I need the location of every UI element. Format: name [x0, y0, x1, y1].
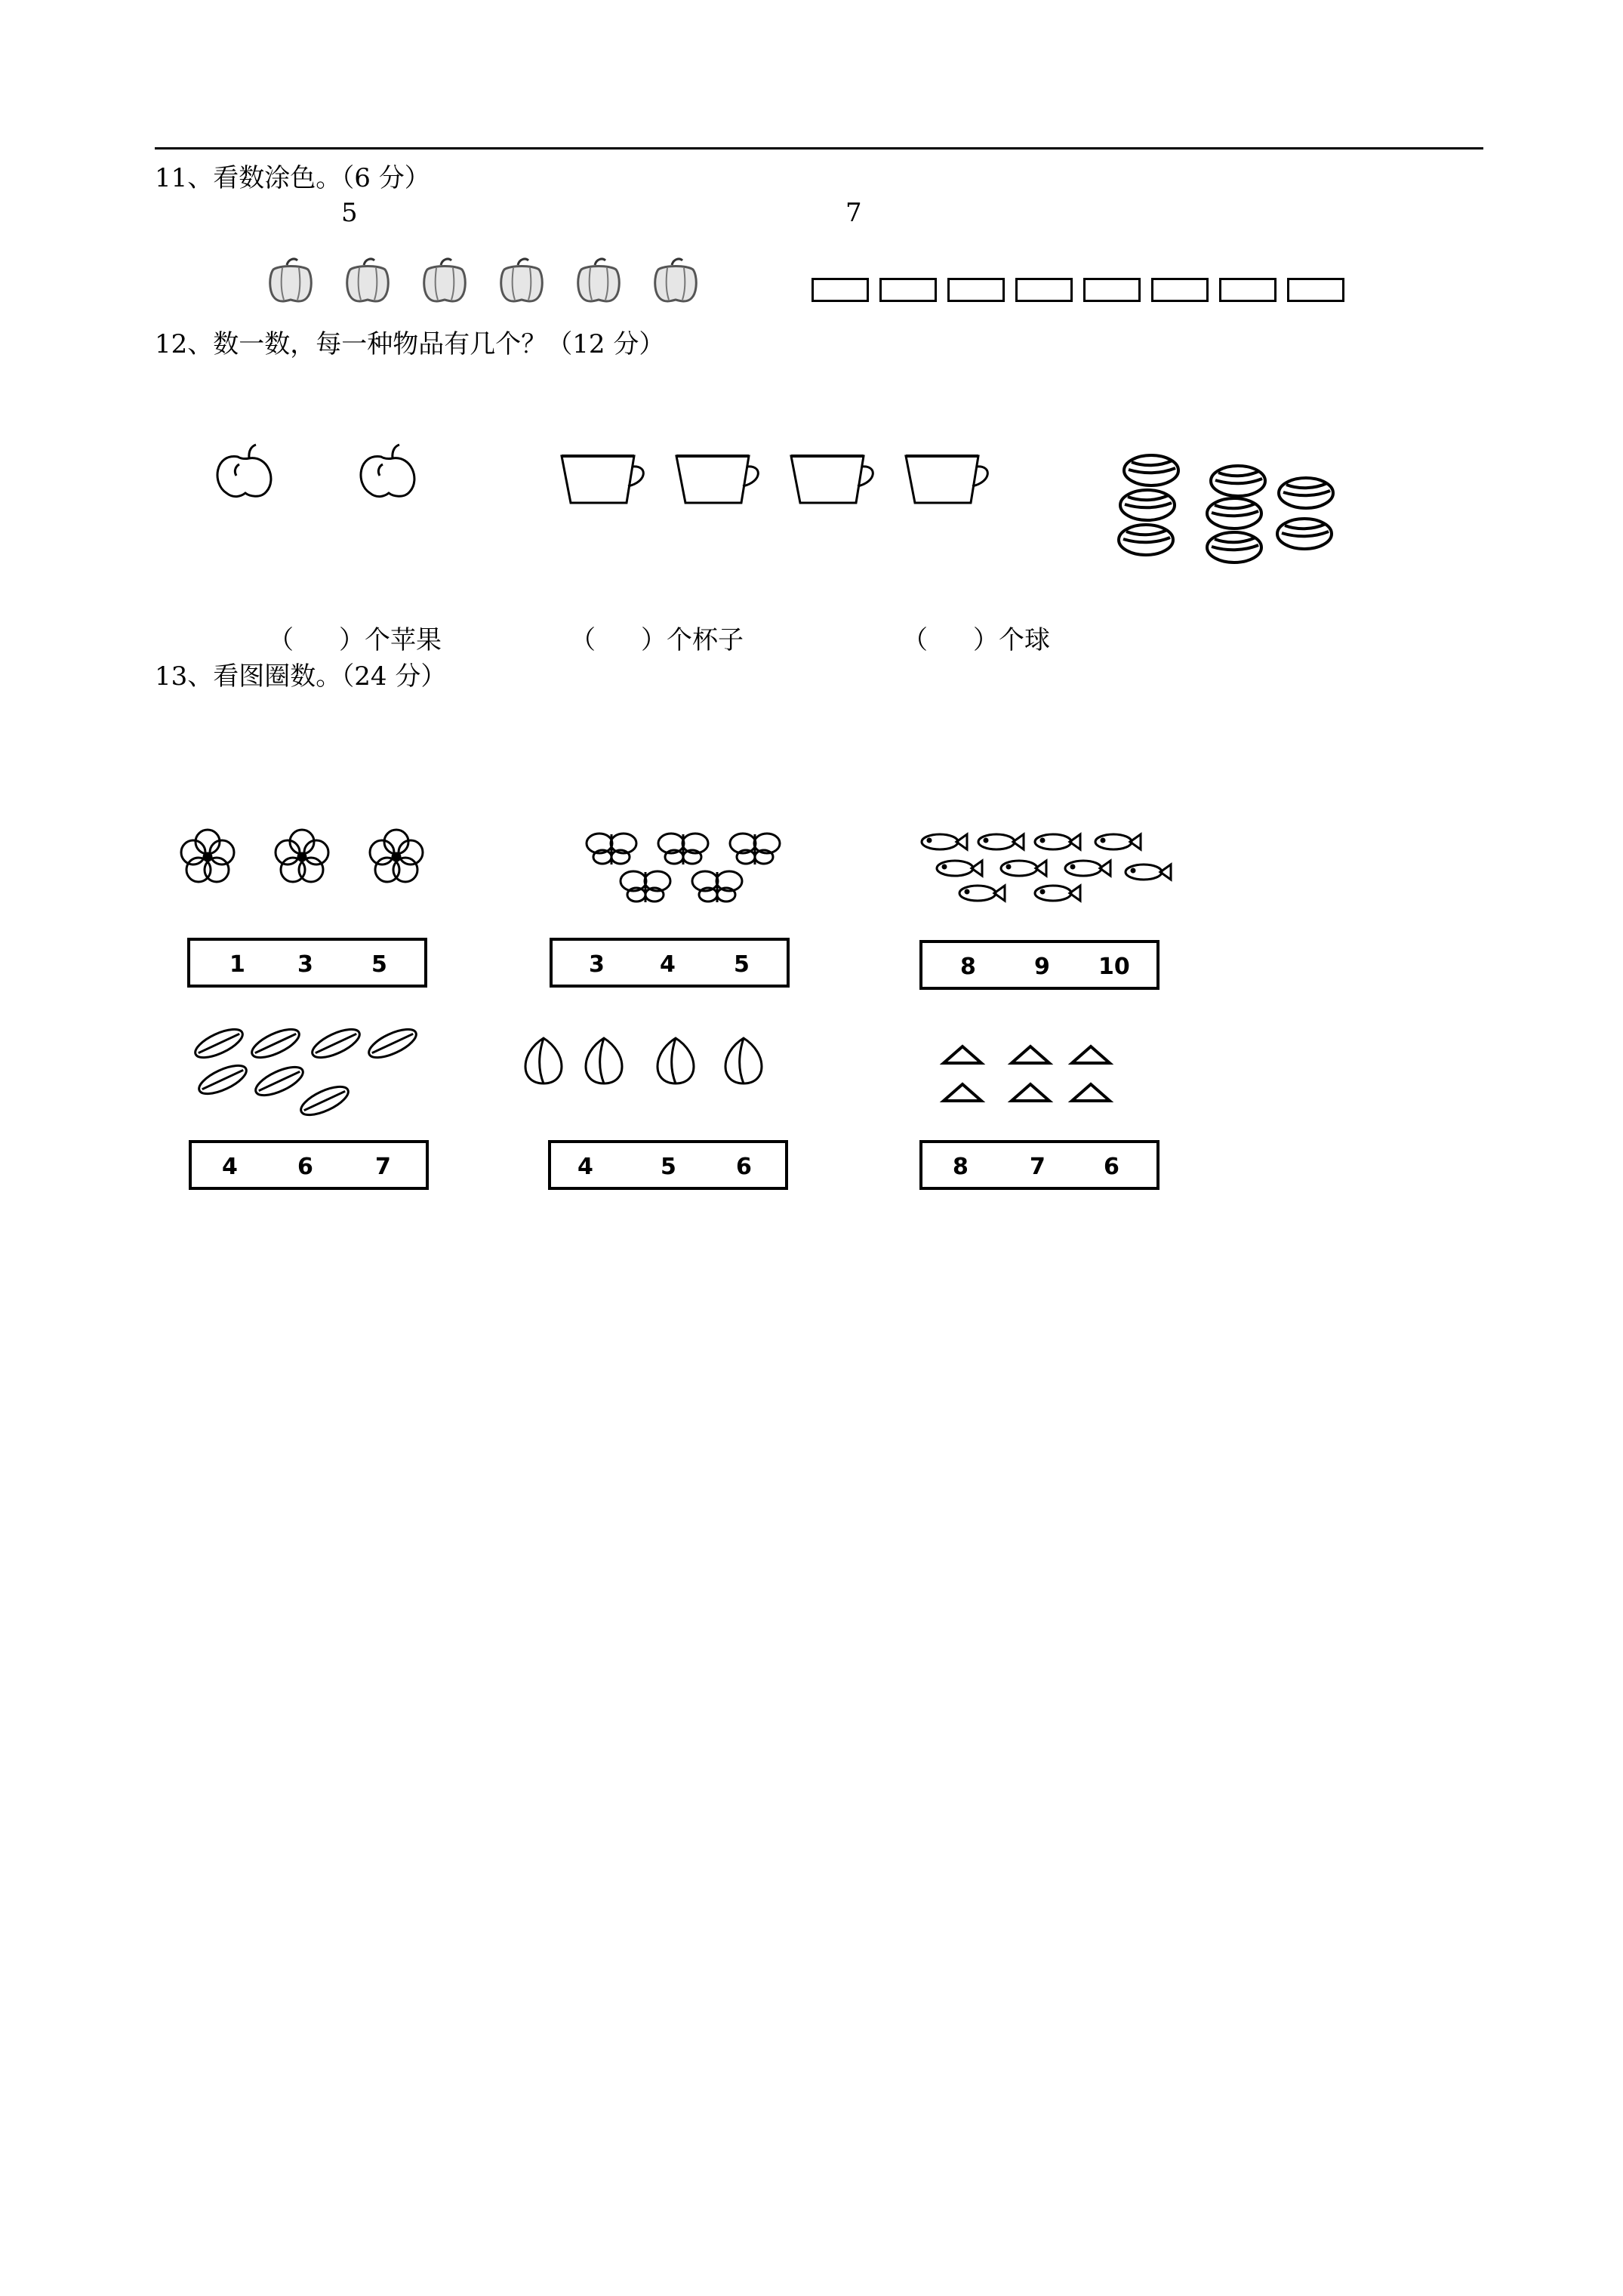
choice-number[interactable]: 7 — [375, 1154, 391, 1180]
cup-icon — [559, 451, 649, 512]
question-12-title: 12、数一数，每一种物品有几个？（12 分） — [155, 329, 665, 359]
q12-answer-apples — [268, 619, 442, 656]
ball-icon — [1204, 529, 1264, 566]
choice-number[interactable]: 3 — [589, 951, 605, 978]
pepper-icon[interactable] — [572, 253, 625, 306]
q12-answer-balls — [902, 619, 1050, 656]
answer-label: 个杯子 — [667, 625, 744, 655]
rectangle-icon[interactable] — [879, 278, 937, 302]
peach-icon — [513, 1031, 778, 1091]
paren-open: （ — [570, 625, 596, 655]
q11-right-number: 7 — [845, 198, 862, 228]
choice-number[interactable]: 8 — [953, 1154, 969, 1180]
triangle-icon — [936, 1042, 1132, 1110]
pepper-icon[interactable] — [495, 253, 548, 306]
choice-box — [919, 1140, 1160, 1190]
pepper-icon[interactable] — [341, 253, 394, 306]
paren-close: ） — [339, 625, 365, 655]
ball-icon — [1121, 451, 1181, 489]
q12-answer-cups — [570, 619, 744, 656]
cup-icon — [788, 451, 879, 512]
cup-icon — [903, 451, 993, 512]
answer-label: 个球 — [999, 625, 1050, 655]
choice-number[interactable]: 4 — [577, 1154, 593, 1180]
question-11-title: 11、看数涂色。（6 分） — [155, 163, 430, 193]
question-13-title: 13、看图圈数。（24 分） — [155, 661, 447, 692]
rectangle-icon[interactable] — [947, 278, 1005, 302]
leaf-icon — [189, 1027, 423, 1121]
choice-box — [548, 1140, 788, 1190]
fish-icon — [910, 827, 1189, 910]
choice-box — [189, 1140, 429, 1190]
rectangle-icon[interactable] — [1219, 278, 1277, 302]
rectangle-icon[interactable] — [1083, 278, 1141, 302]
choice-box — [919, 940, 1160, 990]
answer-label: 个苹果 — [365, 625, 442, 655]
apple-icon — [351, 442, 479, 502]
choice-number[interactable]: 5 — [371, 951, 387, 978]
choice-number[interactable]: 6 — [297, 1154, 313, 1180]
choice-number[interactable]: 10 — [1098, 954, 1130, 980]
choice-number[interactable]: 7 — [1030, 1154, 1046, 1180]
choice-number[interactable]: 9 — [1034, 954, 1050, 980]
header-rule — [155, 147, 1483, 149]
paren-close: ） — [973, 625, 999, 655]
ball-icon — [1276, 474, 1336, 512]
ball-icon — [1117, 486, 1178, 524]
choice-box — [550, 938, 790, 988]
flower-icon — [170, 823, 449, 891]
choice-number[interactable]: 3 — [297, 951, 313, 978]
choice-box — [187, 938, 427, 988]
rectangle-icon[interactable] — [1151, 278, 1209, 302]
choice-number[interactable]: 5 — [734, 951, 750, 978]
choice-number[interactable]: 6 — [736, 1154, 752, 1180]
choice-number[interactable]: 4 — [660, 951, 676, 978]
pepper-icon[interactable] — [264, 253, 317, 306]
choice-number[interactable]: 4 — [222, 1154, 238, 1180]
ball-icon — [1274, 515, 1335, 553]
rectangle-icon[interactable] — [812, 278, 869, 302]
ball-icon — [1204, 495, 1264, 532]
q11-left-number: 5 — [341, 198, 358, 228]
paren-open: （ — [902, 625, 928, 655]
choice-number[interactable]: 5 — [661, 1154, 676, 1180]
rectangle-icon[interactable] — [1015, 278, 1073, 302]
pepper-icon[interactable] — [649, 253, 702, 306]
choice-number[interactable]: 1 — [229, 951, 245, 978]
rectangle-icon[interactable] — [1287, 278, 1344, 302]
butterfly-icon — [577, 827, 804, 910]
choice-number[interactable]: 6 — [1104, 1154, 1119, 1180]
paren-open: （ — [268, 625, 294, 655]
cup-icon — [673, 451, 764, 512]
ball-icon — [1116, 521, 1176, 559]
apple-icon — [208, 442, 336, 502]
pepper-icon[interactable] — [418, 253, 471, 306]
paren-close: ） — [641, 625, 667, 655]
choice-number[interactable]: 8 — [960, 954, 976, 980]
